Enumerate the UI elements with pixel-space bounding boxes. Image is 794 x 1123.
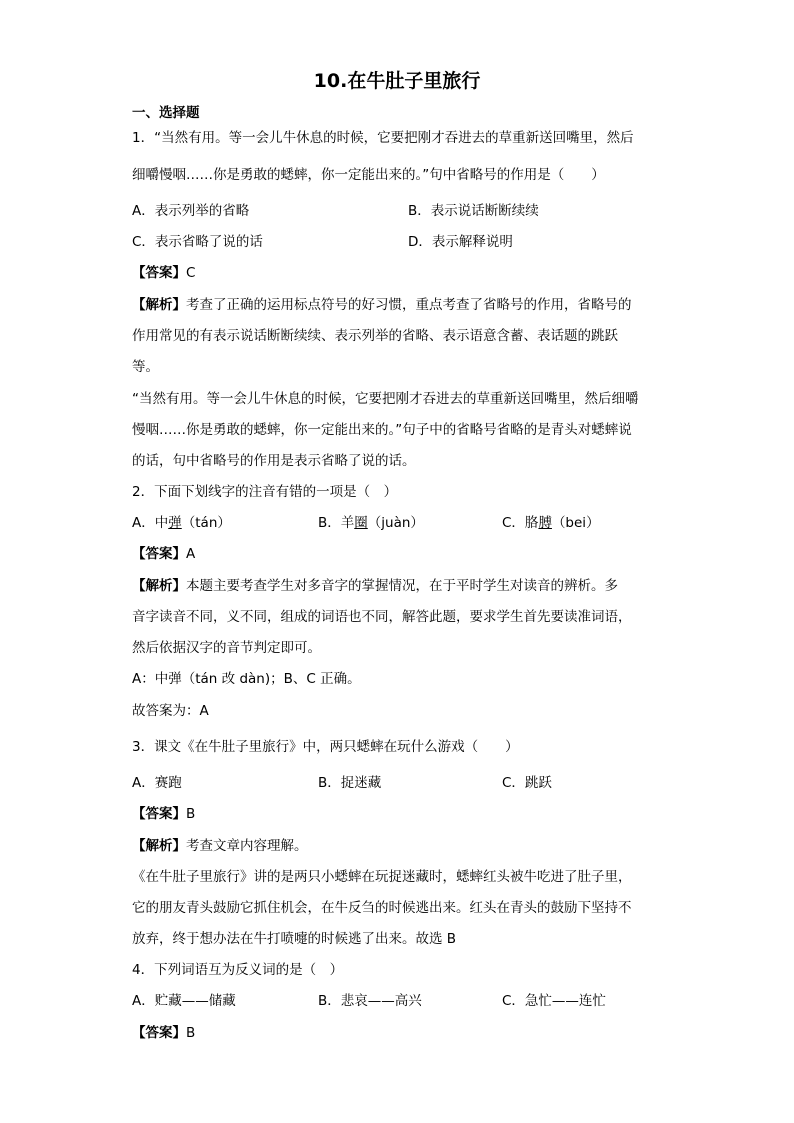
q3-analysis-line-1 <box>132 835 662 857</box>
q2-option-b-pinyin: （juàn） <box>367 515 424 531</box>
q3-analysis-line-2: 《在牛肚子里旅行》讲的是两只小蟋蟀在玩捉迷藏时，蟋蟀红头被牛吃进了肚子里， <box>132 869 632 885</box>
analysis-tag: 【解析】 <box>132 297 186 313</box>
q1-option-b: B．表示说话断断续续 <box>408 203 539 219</box>
q2-analysis-line-1 <box>132 575 662 597</box>
q1-analysis-line-3: 等。 <box>132 359 159 375</box>
q3-option-b: B．捉迷藏 <box>318 775 382 791</box>
q2-option-c-prefix: C．胳 <box>502 515 539 531</box>
q3-stem: 3．课文《在牛肚子里旅行》中，两只蟋蟀在玩什么游戏（ ） <box>132 739 519 755</box>
q1-analysis-line-2: 作用常见的有表示说话断断续续、表示列举的省略、表示语意含蓄、表话题的跳跃 <box>132 328 618 344</box>
q3-analysis-line-4: 放弃，终于想办法在牛打喷嚏的时候逃了出来。故选 B <box>132 931 457 947</box>
q1-option-c: C．表示省略了说的话 <box>132 234 263 250</box>
q3-analysis-text-1: 考查文章内容理解。 <box>186 838 308 854</box>
q2-stem: 2．下面下划线字的注音有错的一项是（ ） <box>132 484 398 500</box>
q4-option-b: B．悲哀——高兴 <box>318 993 422 1009</box>
q1-stem-line-2: 细嚼慢咽……你是勇敢的蟋蟀，你一定能出来的。”句中省略号的作用是（ ） <box>132 167 605 183</box>
q2-answer <box>132 543 662 565</box>
q1-options-row-2 <box>132 231 662 253</box>
q2-analysis-text-1: 本题主要考查学生对多音字的掌握情况，在于平时学生对读音的辨析。多 <box>186 578 618 594</box>
q1-stem-line-1: 1．“当然有用。等一会儿牛休息的时候，它要把刚才吞进去的草重新送回嘴里，然后 <box>132 130 634 146</box>
q3-answer <box>132 803 662 825</box>
q2-options-row <box>132 512 662 534</box>
q2-option-c <box>502 512 600 534</box>
q2-option-a <box>132 515 231 531</box>
answer-tag: 【答案】 <box>132 1025 186 1041</box>
q4-options-row <box>132 990 662 1012</box>
q2-analysis-line-2: 音字读音不同，义不同，组成的词语也不同，解答此题，要求学生首先要读准词语， <box>132 609 632 625</box>
q3-option-c: C．跳跃 <box>502 775 552 791</box>
answer-tag: 【答案】 <box>132 265 186 281</box>
q1-options-row-1 <box>132 200 662 222</box>
q1-option-a: A．表示列举的省略 <box>132 203 250 219</box>
q2-option-a-underlined: 弹 <box>168 515 182 531</box>
q2-answer-value: A <box>186 546 196 562</box>
q1-analysis-line-5: 慢咽……你是勇敢的蟋蟀，你一定能出来的。”句子中的省略号省略的是青头对蟋蟀说 <box>132 422 632 438</box>
q4-stem: 4．下列词语互为反义词的是（ ） <box>132 962 344 978</box>
q1-analysis-line-4: “当然有用。等一会儿牛休息的时候，它要把刚才吞进去的草重新送回嘴里，然后细嚼 <box>132 391 639 407</box>
q2-analysis-line-4: A：中弹（tán 改 dàn)；B、C 正确。 <box>132 671 361 687</box>
q2-option-b-underlined: 圈 <box>354 515 368 531</box>
q3-analysis-line-3: 它的朋友青头鼓励它抓住机会，在牛反刍的时候逃出来。红头在青头的鼓励下坚持不 <box>132 900 632 916</box>
analysis-tag: 【解析】 <box>132 838 186 854</box>
q1-analysis-line-6: 的话，句中省略号的作用是表示省略了说的话。 <box>132 453 416 469</box>
q2-option-c-pinyin: （bei） <box>551 515 600 531</box>
q2-option-b-prefix: B．羊 <box>318 515 355 531</box>
q4-answer <box>132 1022 662 1044</box>
q1-analysis-text-1: 考查了正确的运用标点符号的好习惯，重点考查了省略号的作用，省略号的 <box>186 297 632 313</box>
answer-tag: 【答案】 <box>132 546 186 562</box>
q2-option-b <box>318 512 424 534</box>
q3-answer-value: B <box>186 806 196 822</box>
q4-option-a: A．贮藏——储藏 <box>132 993 236 1009</box>
q4-answer-value: B <box>186 1025 196 1041</box>
section-heading: 一、选择题 <box>132 105 200 121</box>
q1-analysis-line-1 <box>132 294 662 316</box>
answer-tag: 【答案】 <box>132 806 186 822</box>
q2-option-a-prefix: A．中 <box>132 515 169 531</box>
analysis-tag: 【解析】 <box>132 578 186 594</box>
q1-answer <box>132 262 662 284</box>
page-title: 10.在牛肚子里旅行 <box>313 70 481 92</box>
q4-option-c: C．急忙——连忙 <box>502 993 606 1009</box>
q3-option-a: A．赛跑 <box>132 775 182 791</box>
q2-analysis-line-3: 然后依据汉字的音节判定即可。 <box>132 640 321 656</box>
q1-answer-value: C <box>186 265 196 281</box>
q1-option-d: D．表示解释说明 <box>408 234 513 250</box>
q2-analysis-line-5: 故答案为：A <box>132 703 209 719</box>
q2-option-a-pinyin: （tán） <box>181 515 231 531</box>
q3-options-row <box>132 772 662 794</box>
q2-option-c-underlined: 膊 <box>538 515 552 531</box>
